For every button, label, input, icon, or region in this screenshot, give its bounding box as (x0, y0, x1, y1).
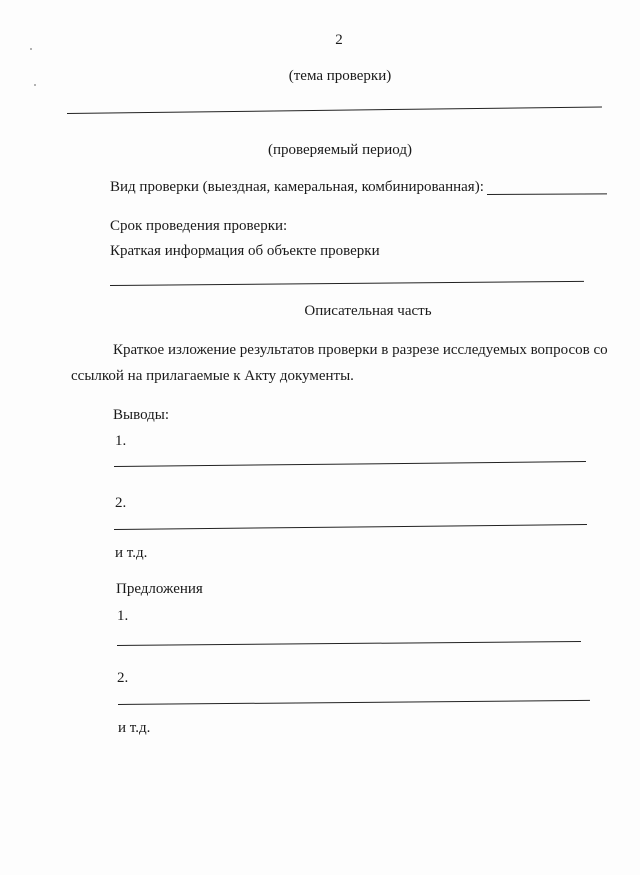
inspection-type-blank-line (487, 193, 607, 195)
page-number: 2 (335, 32, 343, 48)
proposals-item-1-number: 1. (117, 608, 129, 624)
conclusions-item-1-blank-line (114, 461, 586, 467)
subject-caption: (тема проверки) (288, 68, 392, 84)
proposals-etc: и т.д. (118, 720, 151, 736)
inspection-type-label: Вид проверки (выездная, камеральная, комбинированная): (110, 179, 484, 195)
scan-speck (30, 48, 32, 50)
proposals-item-2-number: 2. (117, 670, 129, 686)
proposals-heading: Предложения (116, 581, 203, 597)
conclusions-item-1-number: 1. (115, 433, 127, 449)
period-caption: (проверяемый период) (268, 142, 412, 158)
object-info-blank-line (110, 281, 584, 286)
proposals-item-1-blank-line (117, 641, 581, 646)
subject-underline (67, 106, 602, 114)
duration-label: Срок проведения проверки: (110, 218, 288, 234)
conclusions-item-2-blank-line (114, 524, 587, 530)
scan-speck (34, 84, 36, 86)
conclusions-item-2-number: 2. (115, 495, 127, 511)
descriptive-heading: Описательная часть (304, 303, 432, 319)
object-info-label: Краткая информация об объекте проверки (110, 243, 380, 259)
proposals-item-2-blank-line (118, 700, 590, 705)
conclusions-heading: Выводы: (113, 407, 170, 423)
summary-line-1: Краткое изложение результатов проверки в разрезе исследуемых вопросов со (113, 342, 608, 358)
summary-line-2: ссылкой на прилагаемые к Акту документы. (71, 368, 354, 384)
conclusions-etc: и т.д. (115, 545, 148, 561)
